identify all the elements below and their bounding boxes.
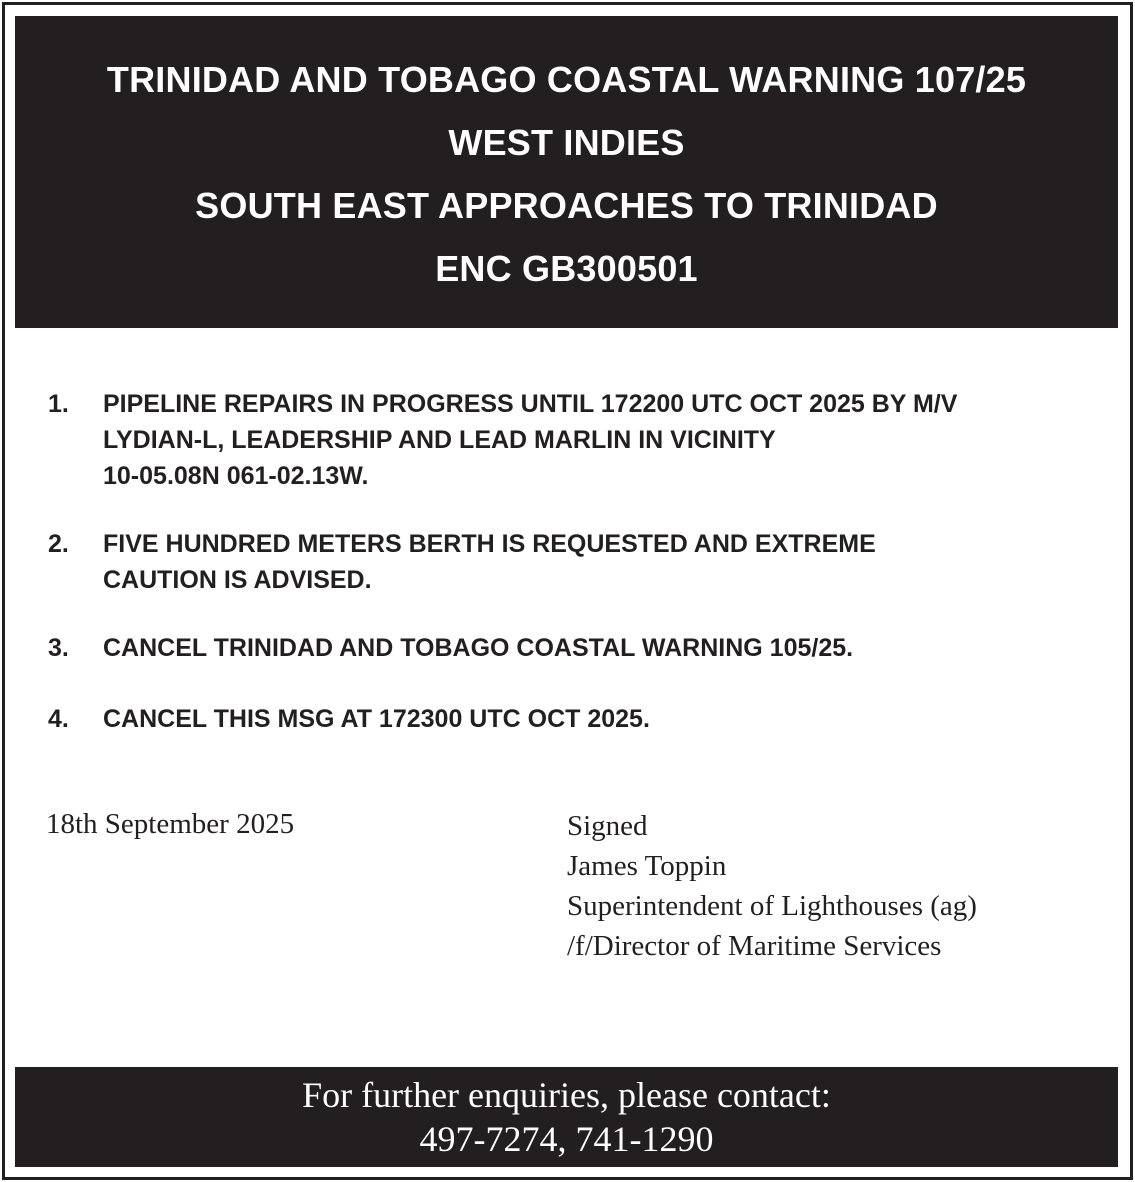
signed-label: Signed [567,810,648,842]
signatory-name: James Toppin [567,850,727,882]
item-line: CANCEL THIS MSG AT 172300 UTC OCT 2025. [103,705,650,733]
issue-date: 18th September 2025 [46,808,295,840]
warning-title: TRINIDAD AND TOBAGO COASTAL WARNING 107/25 [106,59,1027,100]
item-text [103,386,1113,494]
item-number: 1. [48,390,69,418]
item-line: FIVE HUNDRED METERS BERTH IS REQUESTED AND EXTREME [103,530,876,558]
item-number: 3. [48,634,69,662]
signature-block [567,806,977,966]
contact-label: For further enquiries, please contact: [302,1075,831,1115]
item-number: 4. [48,705,69,733]
item-line: LYDIAN-L, LEADERSHIP AND LEAD MARLIN IN VICINITY [103,426,776,454]
item-line: CANCEL TRINIDAD AND TOBAGO COASTAL WARNING 105/25. [103,634,854,662]
signatory-org: /f/Director of Maritime Services [567,930,942,962]
item-line: 10-05.08N 061-02.13W. [103,462,369,490]
warning-header [15,16,1118,328]
item-text [103,526,1113,598]
contact-bar [15,1067,1118,1167]
area-line: SOUTH EAST APPROACHES TO TRINIDAD [195,185,938,226]
enc-line: ENC GB300501 [435,248,698,289]
item-number: 2. [48,530,69,558]
region-line: WEST INDIES [448,122,685,163]
item-line: CAUTION IS ADVISED. [103,566,372,594]
contact-phones: 497-7274, 741-1290 [419,1119,714,1159]
item-text [103,701,1113,737]
item-text [103,630,1113,666]
item-line: PIPELINE REPAIRS IN PROGRESS UNTIL 172200 UTC OCT 2025 BY M/V [103,390,958,418]
signatory-title: Superintendent of Lighthouses (ag) [567,890,977,922]
